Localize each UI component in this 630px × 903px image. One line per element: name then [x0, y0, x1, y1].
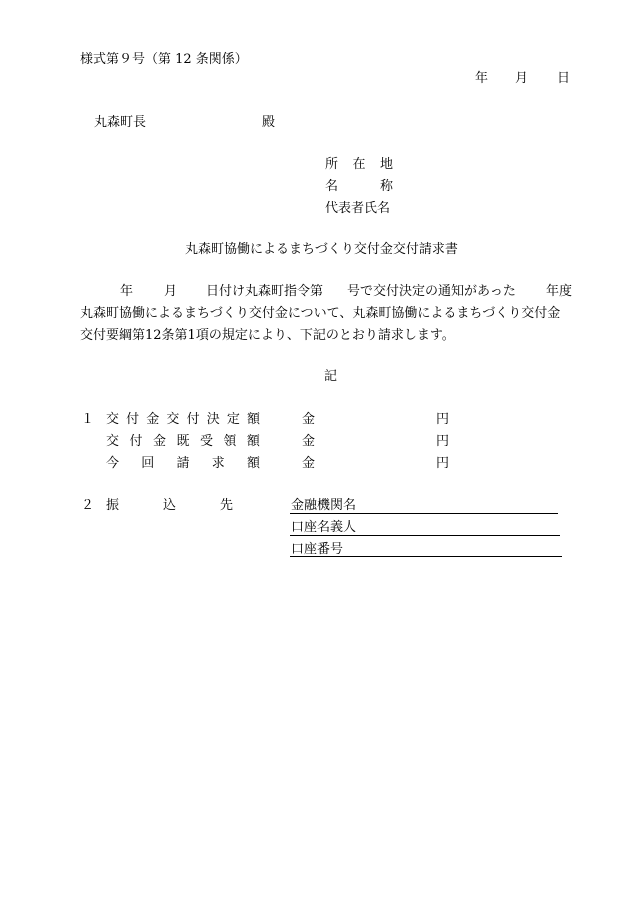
- representative-label: 代表者氏名: [325, 201, 391, 216]
- address-label: 所 在 地: [325, 157, 393, 172]
- date-year: 年: [475, 71, 489, 86]
- amount-label-decided: 交 付 金 交 付 決 定 額: [106, 412, 260, 427]
- document-title: 丸森町協働によるまちづくり交付金交付請求書: [185, 242, 458, 257]
- transfer-label: 振 込 先: [106, 498, 233, 513]
- form-number: 様式第９号（第 12 条関係）: [80, 52, 248, 67]
- amount-prefix: 金: [302, 456, 316, 471]
- addressee-name: 丸森町長: [94, 115, 147, 130]
- addressee-honorific: 殿: [262, 115, 276, 130]
- section-1-number: １: [81, 412, 95, 427]
- amount-prefix: 金: [302, 412, 316, 427]
- date-day: 日: [557, 71, 571, 86]
- note-heading: 記: [324, 369, 338, 384]
- section-2-number: ２: [81, 498, 95, 513]
- account-holder-label: 口座名義人: [291, 520, 357, 535]
- bank-name-underline: [290, 513, 558, 514]
- account-number-underline: [290, 556, 562, 557]
- amount-label-requested: 今 回 請 求 額: [106, 456, 260, 471]
- amount-label-received: 交 付 金 既 受 領 額: [106, 434, 260, 449]
- amount-unit: 円: [436, 456, 450, 471]
- amount-unit: 円: [436, 434, 450, 449]
- account-holder-underline: [290, 535, 560, 536]
- body-line-3: 交付要綱第12条第1項の規定により、下記のとおり請求します。: [80, 328, 455, 343]
- body-line-2: 丸森町協働によるまちづくり交付金について、丸森町協働によるまちづくり交付金: [80, 306, 561, 321]
- amount-unit: 円: [436, 412, 450, 427]
- date-month: 月: [515, 71, 529, 86]
- name-label: 名 称: [325, 179, 393, 194]
- amount-prefix: 金: [302, 434, 316, 449]
- bank-name-label: 金融機関名: [291, 498, 357, 513]
- account-number-label: 口座番号: [291, 542, 344, 557]
